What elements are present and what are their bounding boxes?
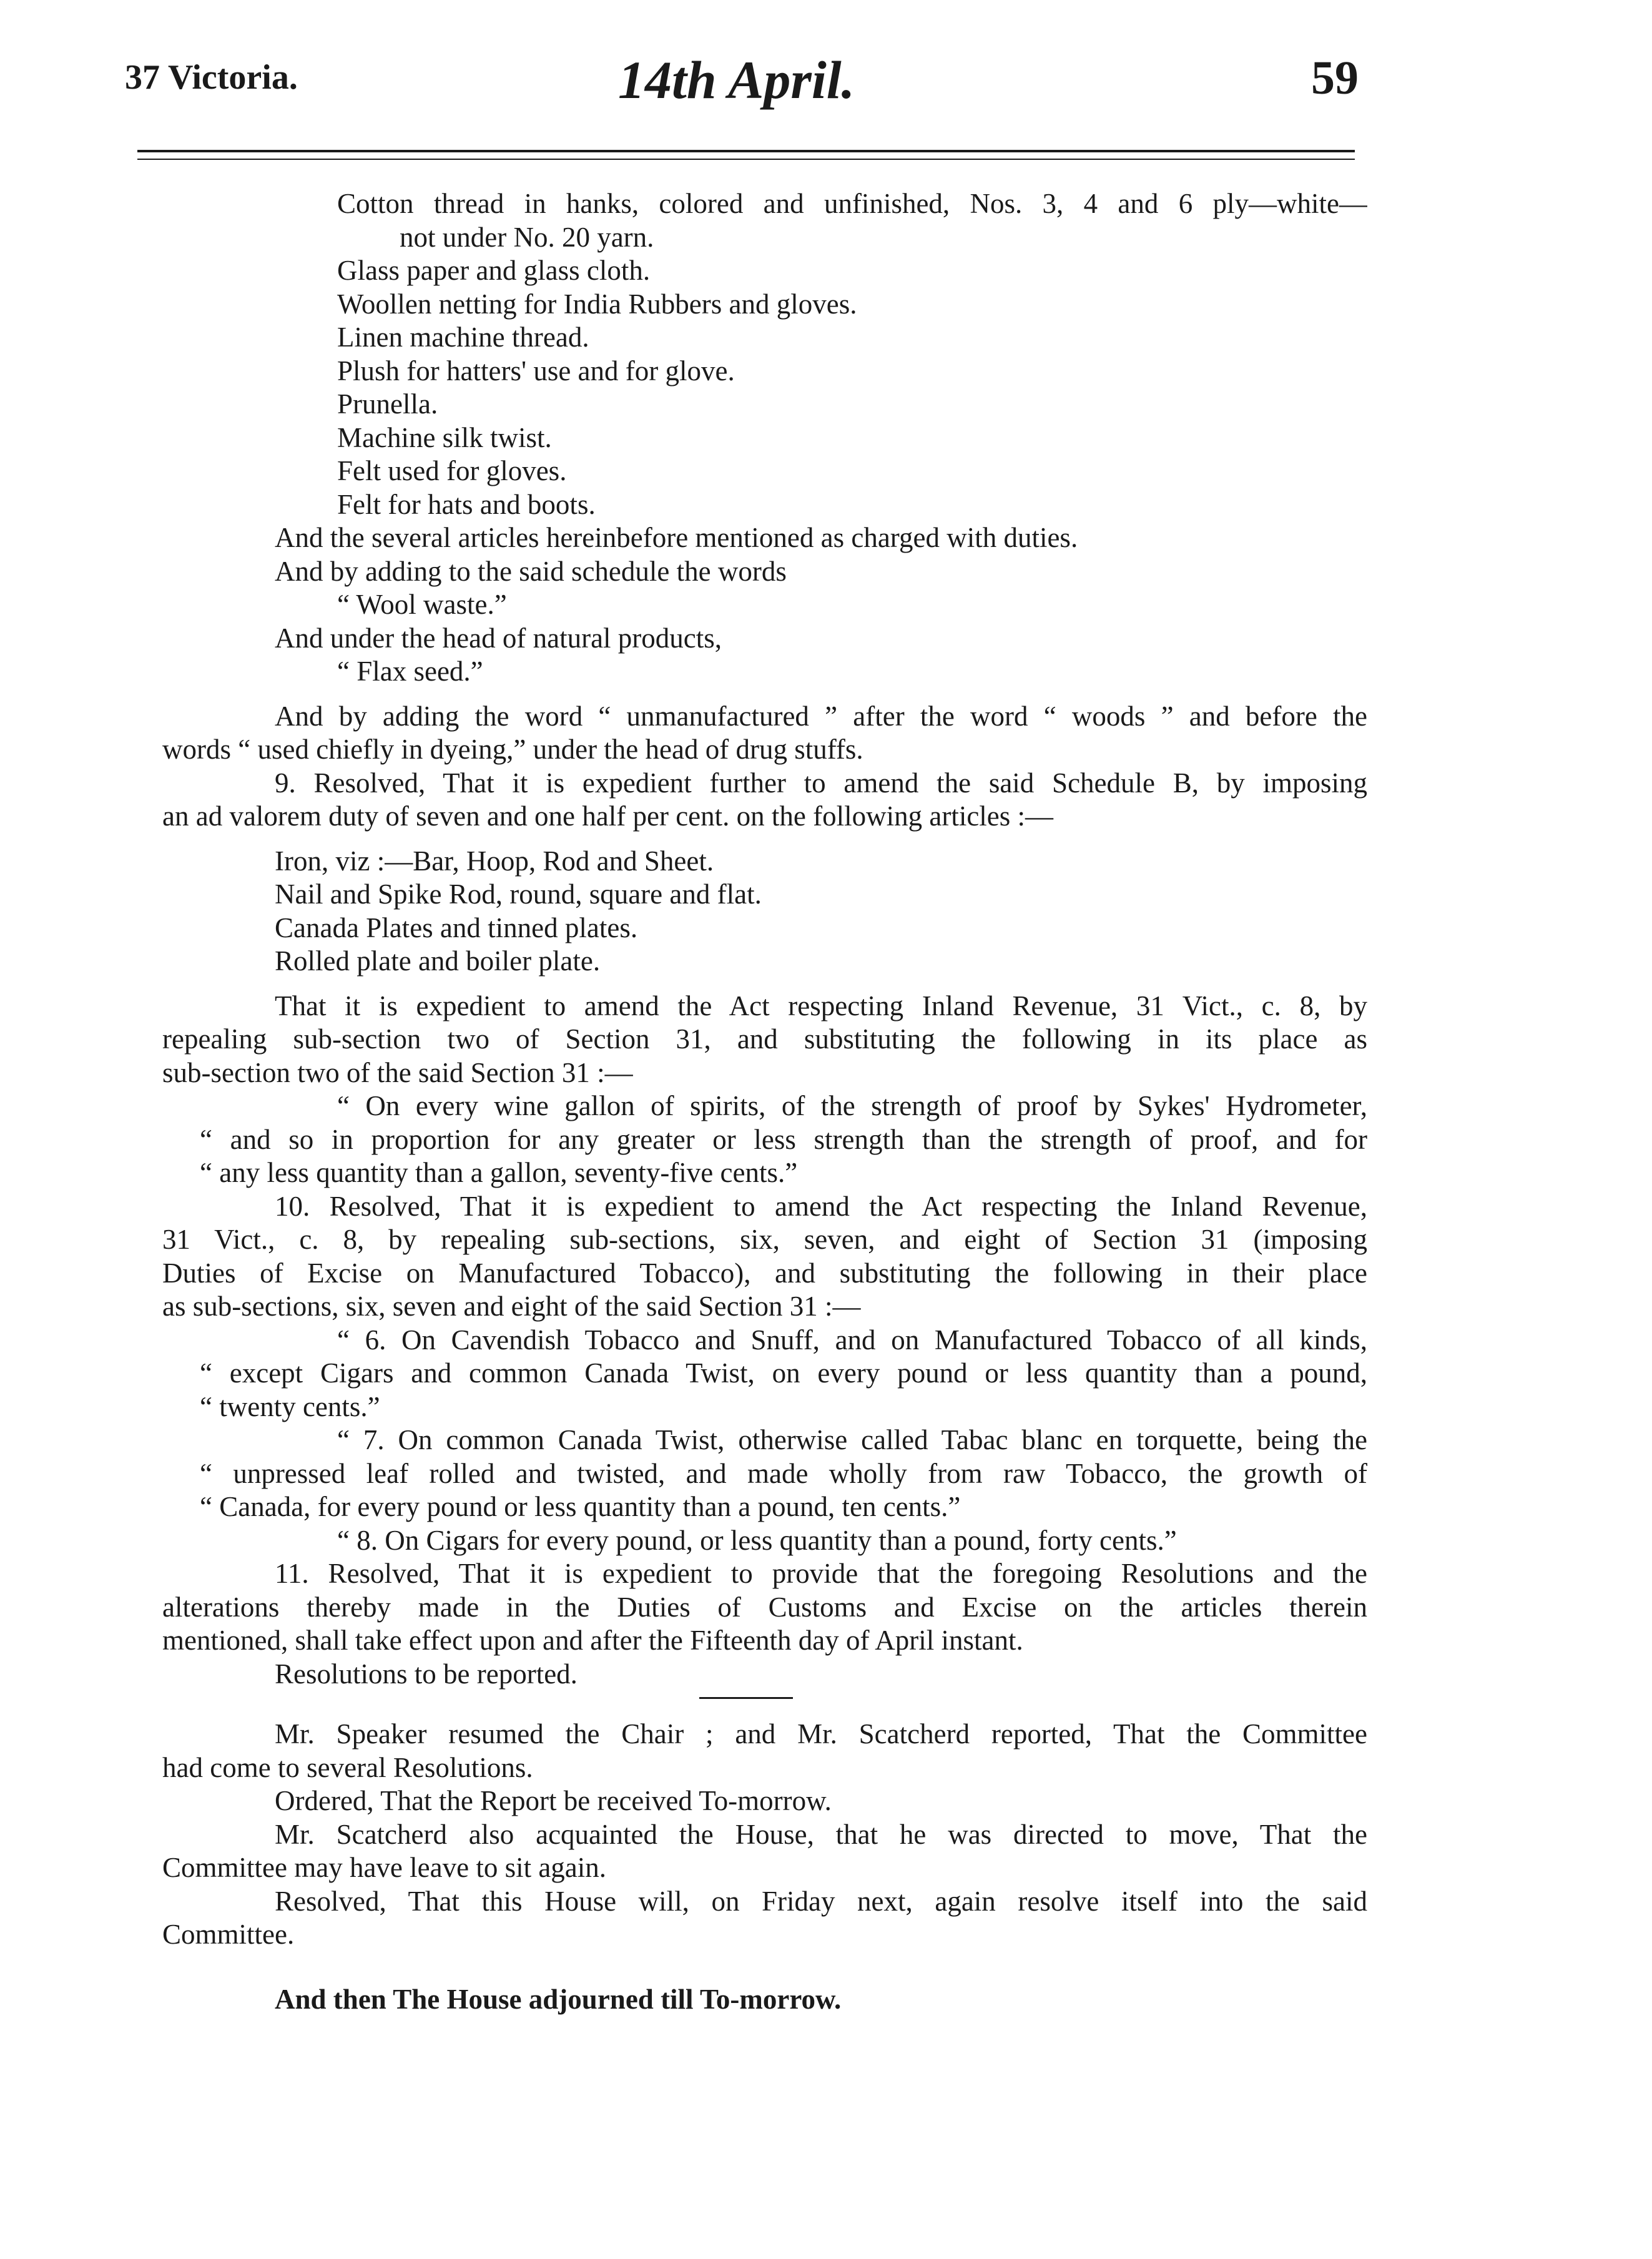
text-line: Felt used for gloves. — [337, 455, 567, 486]
text-line: words “ used chiefly in dyeing,” under the head of drug stuffs. — [162, 734, 863, 765]
text-line: And the several articles hereinbefore mentioned as charged with duties. — [275, 522, 1078, 553]
text-line: And by adding to the said schedule the words — [275, 555, 787, 587]
text-line: “ unpressed leaf rolled and twisted, and made wholly from raw Tobacco, the growth of — [200, 1457, 1367, 1489]
page-number: 59 — [1311, 52, 1359, 104]
text-line: 11. Resolved, That it is expedient to provide that the foregoing Resolutions and the — [275, 1558, 1367, 1589]
text-line: Duties of Excise on Manufactured Tobacco), and substituting the following in their place — [162, 1257, 1367, 1289]
text-line: mentioned, shall take effect upon and after the Fifteenth day of April instant. — [162, 1625, 1023, 1656]
text-line: “ Flax seed.” — [337, 656, 483, 687]
text-line: not under No. 20 yarn. — [400, 221, 654, 253]
text-line: 9. Resolved, That it is expedient further to amend the said Schedule B, by imposing — [275, 767, 1367, 799]
text-line: 10. Resolved, That it is expedient to amend the Act respecting the Inland Revenue, — [275, 1190, 1367, 1222]
text-line: “ 6. On Cavendish Tobacco and Snuff, and on Manufactured Tobacco of all kinds, — [337, 1324, 1367, 1356]
text-line: “ and so in proportion for any greater or less strength than the strength of proof, and for — [200, 1123, 1367, 1155]
body-text — [125, 187, 1367, 2016]
text-line: 31 Vict., c. 8, by repealing sub-sections, six, seven, and eight of Section 31 (imposing — [162, 1224, 1367, 1255]
text-line: alterations thereby made in the Duties of Customs and Excise on the articles therein — [162, 1591, 1367, 1623]
header-date: 14th April. — [618, 50, 855, 110]
text-line: Felt for hats and boots. — [337, 488, 596, 520]
text-line: Cotton thread in hanks, colored and unfinished, Nos. 3, 4 and 6 ply—white— — [337, 188, 1367, 219]
header-session: 37 Victoria. — [125, 58, 298, 97]
text-line: Mr. Speaker resumed the Chair ; and Mr. Scatcherd reported, That the Committee — [275, 1718, 1367, 1750]
text-line: “ 7. On common Canada Twist, otherwise called Tabac blanc en torquette, being the — [337, 1424, 1367, 1455]
header-rule-thin — [137, 159, 1355, 160]
text-line: an ad valorem duty of seven and one half per cent. on the following articles :— — [162, 800, 1054, 832]
text-line: “ Wool waste.” — [337, 589, 507, 620]
text-line: Machine silk twist. — [337, 421, 552, 453]
text-line: had come to several Resolutions. — [162, 1751, 533, 1783]
text-line: Plush for hatters' use and for glove. — [337, 355, 735, 386]
text-line: Resolved, That this House will, on Friday next, again resolve itself into the said — [275, 1885, 1367, 1917]
text-line: That it is expedient to amend the Act respecting Inland Revenue, 31 Vict., c. 8, by — [275, 990, 1367, 1021]
text-line: Committee. — [162, 1919, 295, 1950]
text-line: Committee may have leave to sit again. — [162, 1852, 607, 1883]
header-rule-thick — [137, 150, 1355, 152]
text-line: And then The House adjourned till To-morrow. — [275, 1983, 842, 2015]
text-line: Prunella. — [337, 388, 438, 420]
text-line: repealing sub-section two of Section 31, and substituting the following in its place as — [162, 1023, 1367, 1055]
text-line: And under the head of natural products, — [275, 622, 722, 654]
text-line: Ordered, That the Report be received To-morrow. — [275, 1785, 832, 1816]
text-line: “ except Cigars and common Canada Twist, on every pound or less quantity than a pound, — [200, 1357, 1367, 1389]
text-line: Canada Plates and tinned plates. — [275, 912, 638, 943]
text-line: “ twenty cents.” — [200, 1390, 380, 1422]
text-line: sub-section two of the said Section 31 :— — [162, 1056, 633, 1088]
text-line: Glass paper and glass cloth. — [337, 255, 651, 286]
text-line: “ Canada, for every pound or less quantity than a pound, ten cents.” — [200, 1491, 961, 1522]
text-line: Iron, viz :—Bar, Hoop, Rod and Sheet. — [275, 845, 714, 877]
text-line: “ On every wine gallon of spirits, of the strength of proof by Sykes' Hydrometer, — [337, 1090, 1367, 1121]
text-line: Nail and Spike Rod, round, square and flat. — [275, 878, 762, 910]
text-line: Woollen netting for India Rubbers and gloves. — [337, 288, 857, 320]
text-line: as sub-sections, six, seven and eight of the said Section 31 :— — [162, 1291, 861, 1322]
text-line: And by adding the word “ unmanufactured ” after the word “ woods ” and before the — [275, 700, 1367, 732]
text-line: Rolled plate and boiler plate. — [275, 945, 601, 977]
text-line: “ 8. On Cigars for every pound, or less quantity than a pound, forty cents.” — [337, 1524, 1177, 1556]
text-line: “ any less quantity than a gallon, seventy-five cents.” — [200, 1157, 798, 1188]
section-divider — [699, 1697, 793, 1699]
text-line: Resolutions to be reported. — [275, 1658, 578, 1690]
text-line: Mr. Scatcherd also acquainted the House, that he was directed to move, That the — [275, 1818, 1367, 1850]
text-line: Linen machine thread. — [337, 322, 589, 353]
